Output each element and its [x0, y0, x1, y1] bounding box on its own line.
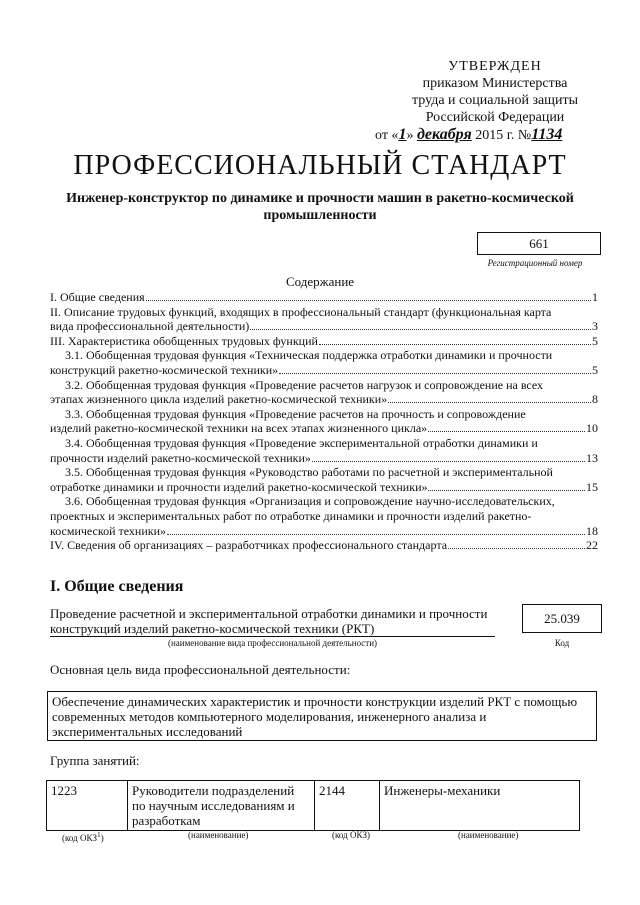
toc-entry-text-line: 3.1. Обобщенная трудовая функция «Техническая поддержка отработки динамики и прочности	[65, 348, 553, 363]
occupation-name-caption: (наименование)	[458, 830, 519, 840]
document-subtitle: Инженер-конструктор по динамике и прочности машин в ракетно-космической промышленности	[66, 191, 574, 223]
toc-entry-text-line: 3.5. Обобщенная трудовая функция «Руководство работами по расчетной и экспериментальной	[65, 465, 553, 480]
toc-entry[interactable]	[50, 348, 598, 377]
table-row	[47, 781, 580, 831]
approval-block	[375, 58, 595, 144]
approval-number: 1134	[531, 126, 563, 143]
toc-entry[interactable]	[50, 538, 598, 553]
approval-line-order: приказом Министерства	[422, 76, 568, 91]
toc-entry-page: 5	[592, 362, 598, 377]
toc-entry-page: 3	[592, 319, 598, 334]
toc-entry-page: 5	[592, 333, 598, 348]
toc-entry-page: 15	[586, 479, 598, 494]
okz-code-cell: 1223	[47, 781, 128, 831]
occupation-name-cell: Руководители подразделений по научным исследованиям и разработкам	[128, 781, 315, 831]
approval-title: УТВЕРЖДЕН	[448, 59, 542, 74]
toc-entry-text-line: 3.6. Обобщенная трудовая функция «Организация и сопровождение научно-исследовательских,	[65, 494, 555, 509]
footnote-marker: 1	[97, 830, 101, 839]
approval-mid: »	[406, 128, 417, 143]
toc-entry[interactable]	[50, 494, 598, 538]
occupation-table	[46, 780, 580, 831]
activity-kind-caption: (наименование вида профессиональной деятельности)	[167, 638, 378, 648]
approval-day: 1	[398, 126, 407, 143]
approval-from: от «	[375, 128, 399, 143]
section-heading: I. Общие сведения	[50, 578, 184, 595]
toc-entry-page: 13	[586, 450, 598, 465]
goal-label: Основная цель вида профессиональной деятельности:	[50, 662, 351, 677]
toc-entry-text: IV. Сведения об организациях – разработчиках профессионального стандарта	[50, 538, 448, 553]
okz-code-caption-text: (код ОКЗ	[62, 833, 97, 843]
toc-entry-text: этапах жизненного цикла изделий ракетно-космической техники»	[50, 392, 388, 407]
table-of-contents	[50, 290, 598, 553]
okz-code-cell: 2144	[315, 781, 380, 831]
registration-number-box: 661	[477, 232, 601, 255]
document-title: ПРОФЕССИОНАЛЬНЫЙ СТАНДАРТ	[73, 150, 567, 181]
okz-code-caption-end: )	[100, 833, 104, 843]
toc-entry-text: отработке динамики и прочности изделий ракетно-космической техники»	[50, 479, 428, 494]
toc-entry-page: 10	[586, 421, 598, 436]
approval-line-ministry: труда и социальной защиты	[412, 93, 578, 108]
occupation-group-label: Группа занятий:	[50, 753, 140, 768]
toc-entry-page: 1	[592, 290, 598, 304]
toc-entry-text-line: 3.4. Обобщенная трудовая функция «Проведение экспериментальной отработки динамики и	[65, 435, 538, 450]
toc-entry-text: вида профессиональной деятельности)	[50, 319, 250, 334]
occupation-name-caption: (наименование)	[188, 830, 249, 840]
toc-entry-page: 8	[592, 392, 598, 407]
approval-date-line	[375, 126, 595, 144]
toc-entry-page: 18	[586, 523, 598, 538]
toc-entry-text: III. Характеристика обобщенных трудовых функций	[50, 333, 318, 348]
approval-line-country: Российской Федерации	[425, 110, 565, 125]
toc-entry-text-line: проектных и экспериментальных работ по отработке динамики и прочности изделий ракетно-	[50, 508, 532, 523]
toc-entry-text: конструкций ракетно-космической техники»	[50, 362, 279, 377]
toc-entry-text-line: 3.2. Обобщенная трудовая функция «Проведение расчетов нагрузок и сопровождение на всех	[65, 377, 544, 392]
toc-entry-page: 22	[586, 538, 598, 553]
toc-entry[interactable]	[50, 290, 598, 305]
toc-entry-text: изделий ракетно-космической техники на всех этапах жизненного цикла»	[50, 421, 428, 436]
toc-entry[interactable]	[50, 436, 598, 465]
toc-entry[interactable]	[50, 407, 598, 436]
approval-year: 2015 г. №	[471, 128, 532, 143]
okz-code-caption	[62, 830, 104, 843]
toc-entry-text: прочности изделий ракетно-космической техники»	[50, 450, 311, 465]
occupation-name-cell: Инженеры-механики	[380, 781, 580, 831]
activity-code-box: 25.039	[522, 604, 602, 633]
toc-entry-text-line: 3.3. Обобщенная трудовая функция «Проведение расчетов на прочность и сопровождение	[65, 406, 526, 421]
toc-entry[interactable]	[50, 465, 598, 494]
toc-heading: Содержание	[285, 274, 355, 289]
toc-entry[interactable]	[50, 334, 598, 349]
okz-code-caption: (код ОКЗ)	[332, 830, 370, 840]
toc-entry-text: I. Общие сведения	[50, 290, 145, 304]
toc-entry[interactable]	[50, 305, 598, 334]
toc-entry-text-line: II. Описание трудовых функций, входящих в профессиональный стандарт (функциональная карта	[50, 304, 552, 319]
registration-label: Регистрационный номер	[487, 258, 583, 268]
activity-kind: Проведение расчетной и экспериментальной отработки динамики и прочности конструкций изделий ракетно-космической техники (РКТ)	[50, 606, 495, 637]
goal-box: Обеспечение динамических характеристик и прочности конструкции изделий РКТ с помощью современных методов компьютерного моделирования, инженерного анализа и экспериментальных исследований	[47, 691, 597, 741]
activity-code-caption: Код	[554, 638, 570, 648]
approval-month: декабря	[416, 126, 472, 143]
toc-entry[interactable]	[50, 378, 598, 407]
toc-entry-text: космической техники»	[50, 523, 166, 538]
